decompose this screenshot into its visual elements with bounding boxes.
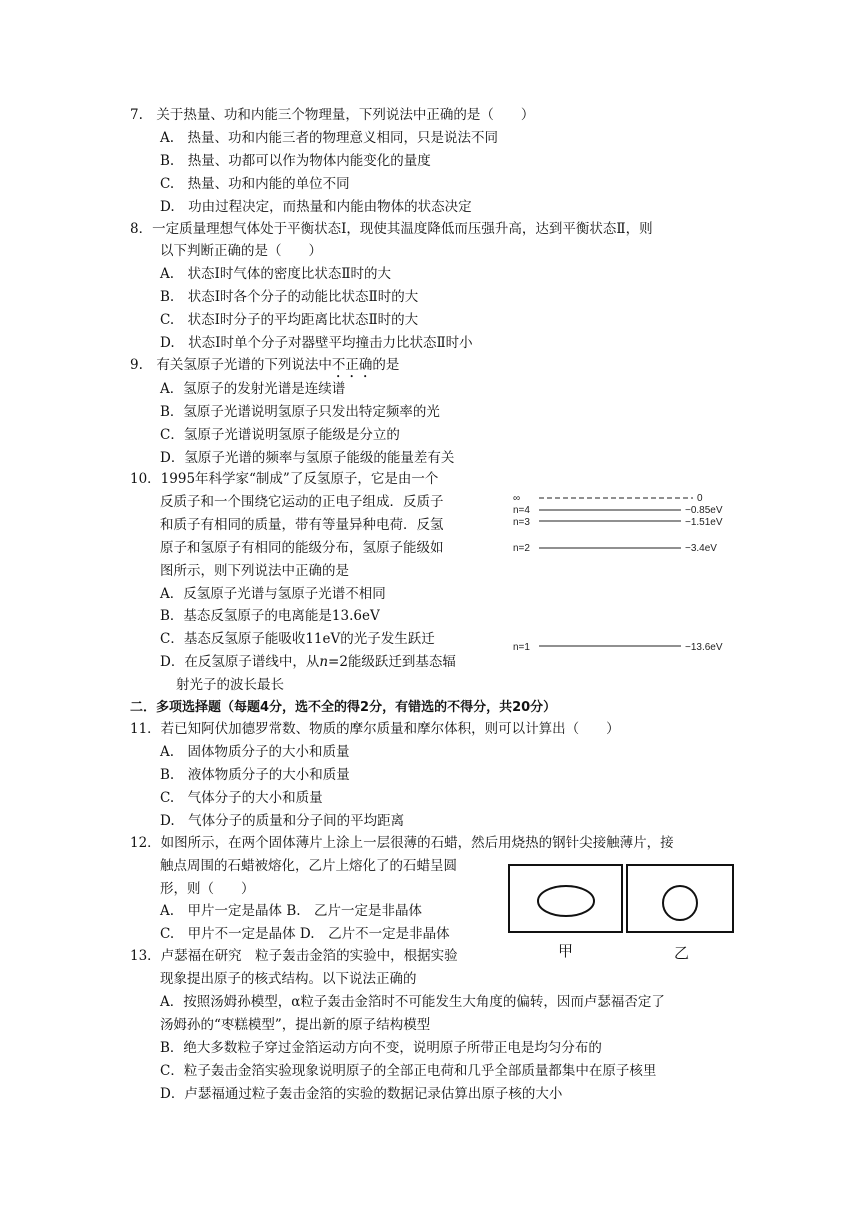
q10-var-n: n <box>319 654 329 670</box>
level-energy-4: −0.85eV <box>685 505 723 516</box>
energy-level-diagram <box>505 488 745 658</box>
q9-stem: 9. 有关氢原子光谱的下列说法中不正确的是 <box>130 357 400 373</box>
q8-stem-line2: 以下判断正确的是（ ） <box>160 243 322 259</box>
level-label-inf: ∞ <box>513 493 521 504</box>
plate-yi <box>627 865 733 932</box>
q9-option-c: C．氢原子光谱说明氢原子能级是分立的 <box>160 427 400 443</box>
level-label-2: n=2 <box>513 543 530 554</box>
q12-options-row1: A. 甲片一定是晶体 B. 乙片一定是非晶体 <box>160 903 423 919</box>
q10-option-c: C．基态反氢原子能吸收11eV的光子发生跃迁 <box>160 631 435 647</box>
q9-option-b: B．氢原子光谱说明氢原子只发出特定频率的光 <box>160 404 440 420</box>
q10-option-b: B．基态反氢原子的电离能是13.6eV <box>160 608 380 624</box>
q8-option-a: A. 状态Ⅰ时气体的密度比状态Ⅱ时的大 <box>160 266 392 282</box>
q10-option-d-line2: 射光子的波长最长 <box>176 677 284 693</box>
wax-ellipse <box>538 886 594 916</box>
q7-stem: 7. 关于热量、功和内能三个物理量，下列说法中正确的是（ ） <box>130 107 535 123</box>
q13-option-c: C．粒子轰击金箔实验现象说明原子的全部正电荷和几乎全部质量都集中在原子核里 <box>160 1063 657 1079</box>
q12-stem-line1: 12．如图所示，在两个固体薄片上涂上一层很薄的石蜡，然后用烧热的钢针尖接触薄片，接 <box>130 835 674 851</box>
q11-stem: 11．若已知阿伏加德罗常数、物质的摩尔质量和摩尔体积，则可以计算出（ ） <box>130 721 620 737</box>
q12-stem-line2: 触点周围的石蜡被熔化，乙片上熔化了的石蜡呈圆 <box>160 858 457 874</box>
q8-option-d: D. 状态Ⅰ时单个分子对器壁平均撞击力比状态Ⅱ时小 <box>160 335 473 351</box>
q7-option-b: B. 热量、功都可以作为物体内能变化的量度 <box>160 153 431 169</box>
q13-option-b: B．绝大多数粒子穿过金箔运动方向不变，说明原子所带正电是均匀分布的 <box>160 1040 602 1056</box>
q13-option-a-cont: 汤姆孙的“枣糕模型”，提出新的原子结构模型 <box>160 1017 431 1033</box>
q8-option-b: B. 状态Ⅰ时各个分子的动能比状态Ⅱ时的大 <box>160 289 419 305</box>
q13-stem-line2: 现象提出原子的核式结构。以下说法正确的 <box>160 971 417 987</box>
q11-option-b: B. 液体物质分子的大小和质量 <box>160 767 350 783</box>
q10-stem-line5: 图所示，则下列说法中正确的是 <box>160 563 349 579</box>
q9-option-a: A．氢原子的发射光谱是连续谱 <box>160 381 346 397</box>
q12-stem-line3: 形，则（ ） <box>160 881 255 897</box>
q12-options-row2: C. 甲片不一定是晶体 D. 乙片不一定是非晶体 <box>160 926 450 942</box>
q7-option-c: C. 热量、功和内能的单位不同 <box>160 176 350 192</box>
q7-option-a: A. 热量、功和内能三者的物理意义相同，只是说法不同 <box>160 130 499 146</box>
q8-option-c: C. 状态Ⅰ时分子的平均距离比状态Ⅱ时的大 <box>160 312 419 328</box>
level-energy-3: −1.51eV <box>685 517 723 528</box>
q10-stem-line1: 10．1995年科学家“制成”了反氢原子，它是由一个 <box>130 471 439 487</box>
q8-stem-line1: 8．一定质量理想气体处于平衡状态Ⅰ，现使其温度降低而压强升高，达到平衡状态Ⅱ，则 <box>130 221 653 237</box>
q9-option-d: D．氢原子光谱的频率与氢原子能级的能量差有关 <box>160 450 455 466</box>
q11-option-c: C. 气体分子的大小和质量 <box>160 790 323 806</box>
q10-option-d: D．在反氢原子谱线中，从n=2能级跃迁到基态辐 <box>160 654 456 670</box>
level-label-1: n=1 <box>513 642 530 653</box>
label-yi: 乙 <box>674 944 690 962</box>
level-label-4: n=4 <box>513 505 530 516</box>
section-heading-multiple-choice: 二．多项选择题（每题4分，选不全的得2分，有错选的不得分，共20分） <box>130 700 557 715</box>
q10-stem-line4: 原子和氢原子有相同的能级分布，氢原子能级如 <box>160 540 444 556</box>
q9-emphasis: 不正确 <box>331 357 373 373</box>
q11-option-a: A. 固体物质分子的大小和质量 <box>160 744 350 760</box>
level-energy-1: −13.6eV <box>685 642 723 653</box>
level-energy-2: −3.4eV <box>685 543 717 554</box>
q11-option-d: D. 气体分子的质量和分子间的平均距离 <box>160 813 405 829</box>
q13-option-d: D．卢瑟福通过粒子轰击金箔的实验的数据记录估算出原子核的大小 <box>160 1086 563 1102</box>
label-jia: 甲 <box>558 942 574 960</box>
q10-stem-line3: 和质子有相同的质量，带有等量异种电荷．反氢 <box>160 517 444 533</box>
wax-melting-figure <box>506 862 742 968</box>
q13-stem-line1: 13．卢瑟福在研究 粒子轰击金箔的实验中，根据实验 <box>130 948 458 964</box>
q7-option-d: D. 功由过程决定，而热量和内能由物体的状态决定 <box>160 199 472 215</box>
level-energy-inf: 0 <box>697 493 703 504</box>
level-label-3: n=3 <box>513 517 530 528</box>
plate-jia <box>509 865 622 932</box>
q13-option-a: A．按照汤姆孙模型，α粒子轰击金箔时不可能发生大角度的偏转，因而卢瑟福否定了 <box>160 994 665 1010</box>
wax-circle <box>663 886 697 920</box>
q10-stem-line2: 反质子和一个围绕它运动的正电子组成．反质子 <box>160 494 444 510</box>
q10-option-a: A．反氢原子光谱与氢原子光谱不相同 <box>160 586 386 602</box>
